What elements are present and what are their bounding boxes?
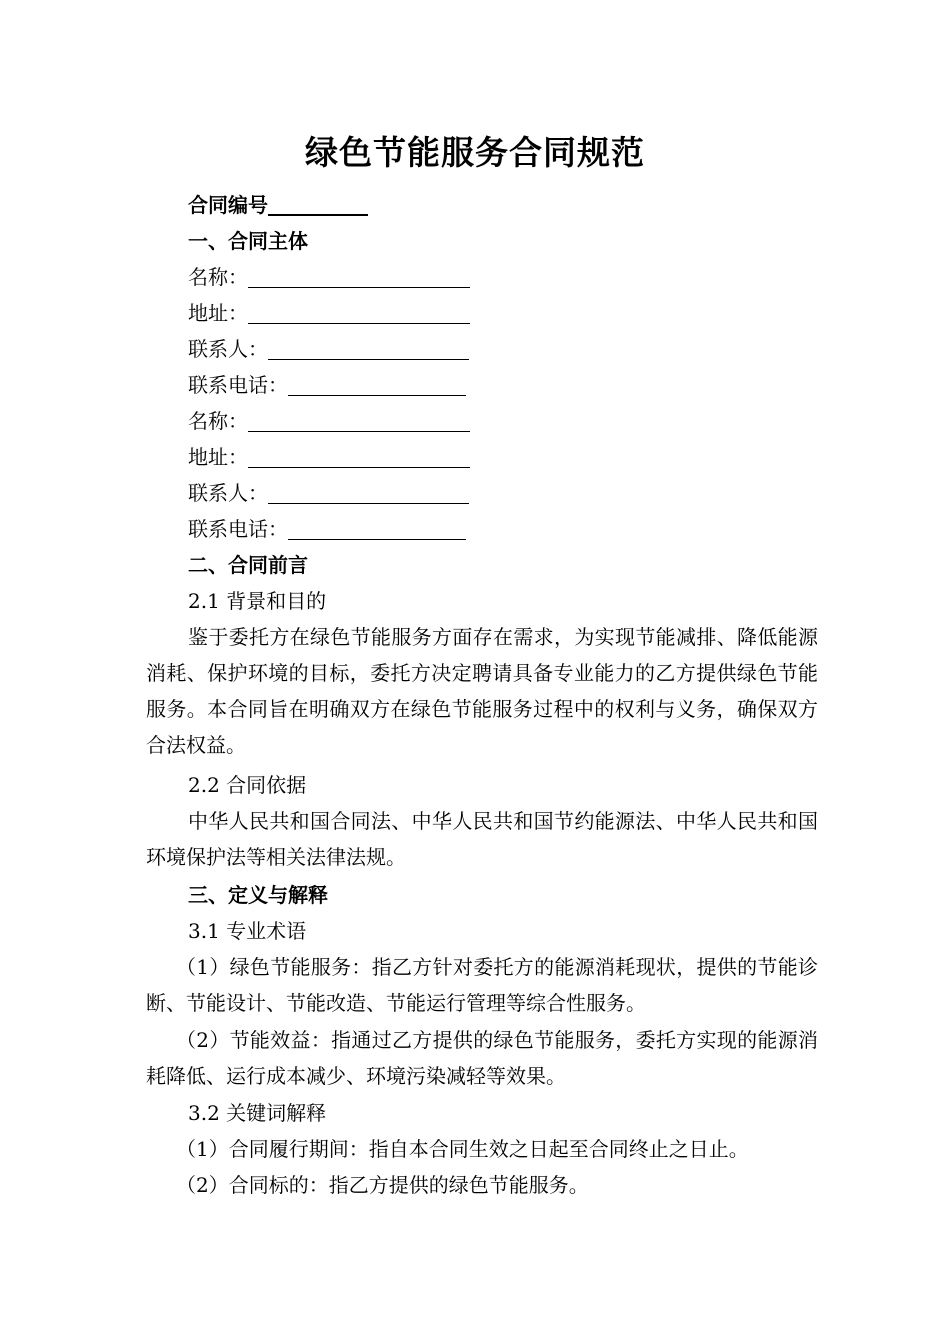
definition-item: （2）节能效益：指通过乙方提供的绿色节能服务，委托方实现的能源消耗降低、运行成本减少、环境污染减轻等效果。	[146, 1028, 818, 1088]
field-label: 地址：	[188, 445, 248, 469]
section-heading: 二、合同前言	[188, 553, 308, 577]
field-blank[interactable]	[268, 337, 469, 360]
field-blank[interactable]	[288, 373, 466, 396]
contract-number-blank[interactable]	[268, 192, 368, 216]
contract-number-label: 合同编号	[188, 193, 268, 217]
document-title: 绿色节能服务合同规范	[305, 133, 645, 172]
section-heading: 三、定义与解释	[188, 883, 328, 907]
party-a-name-line	[188, 262, 470, 292]
definition-item: （2）合同标的：指乙方提供的绿色节能服务。	[176, 1173, 589, 1197]
contract-number-line	[188, 190, 368, 220]
field-label: 名称：	[188, 409, 248, 433]
field-blank[interactable]	[248, 409, 470, 432]
party-a-contact-line	[188, 334, 469, 364]
field-label: 地址：	[188, 301, 248, 325]
field-blank[interactable]	[248, 445, 470, 468]
field-label: 联系人：	[188, 481, 268, 505]
field-blank[interactable]	[288, 517, 466, 540]
field-label: 联系电话：	[188, 517, 288, 541]
party-b-name-line	[188, 406, 470, 436]
party-b-phone-line	[188, 514, 466, 544]
section-heading: 一、合同主体	[188, 229, 308, 253]
field-label: 联系人：	[188, 337, 268, 361]
field-blank[interactable]	[248, 301, 470, 324]
definition-item: （1）绿色节能服务：指乙方针对委托方的能源消耗现状，提供的节能诊断、节能设计、节能改造、节能运行管理等综合性服务。	[146, 955, 818, 1015]
field-label: 联系电话：	[188, 373, 288, 397]
party-a-phone-line	[188, 370, 466, 400]
subsection-heading: 2.2 合同依据	[188, 773, 307, 797]
definition-item: （1）合同履行期间：指自本合同生效之日起至合同终止之日止。	[176, 1137, 749, 1161]
subsection-heading: 2.1 背景和目的	[188, 589, 327, 613]
paragraph: 鉴于委托方在绿色节能服务方面存在需求，为实现节能减排、降低能源消耗、保护环境的目标，委托方决定聘请具备专业能力的乙方提供绿色节能服务。本合同旨在明确双方在绿色节能服务过程中的权利与义务，确保双方合法权益。	[146, 625, 818, 757]
party-b-address-line	[188, 442, 470, 472]
field-label: 名称：	[188, 265, 248, 289]
subsection-heading: 3.2 关键词解释	[188, 1101, 327, 1125]
subsection-heading: 3.1 专业术语	[188, 919, 307, 943]
paragraph: 中华人民共和国合同法、中华人民共和国节约能源法、中华人民共和国环境保护法等相关法律法规。	[146, 809, 818, 869]
field-blank[interactable]	[248, 265, 470, 288]
party-b-contact-line	[188, 478, 469, 508]
field-blank[interactable]	[268, 481, 469, 504]
party-a-address-line	[188, 298, 470, 328]
